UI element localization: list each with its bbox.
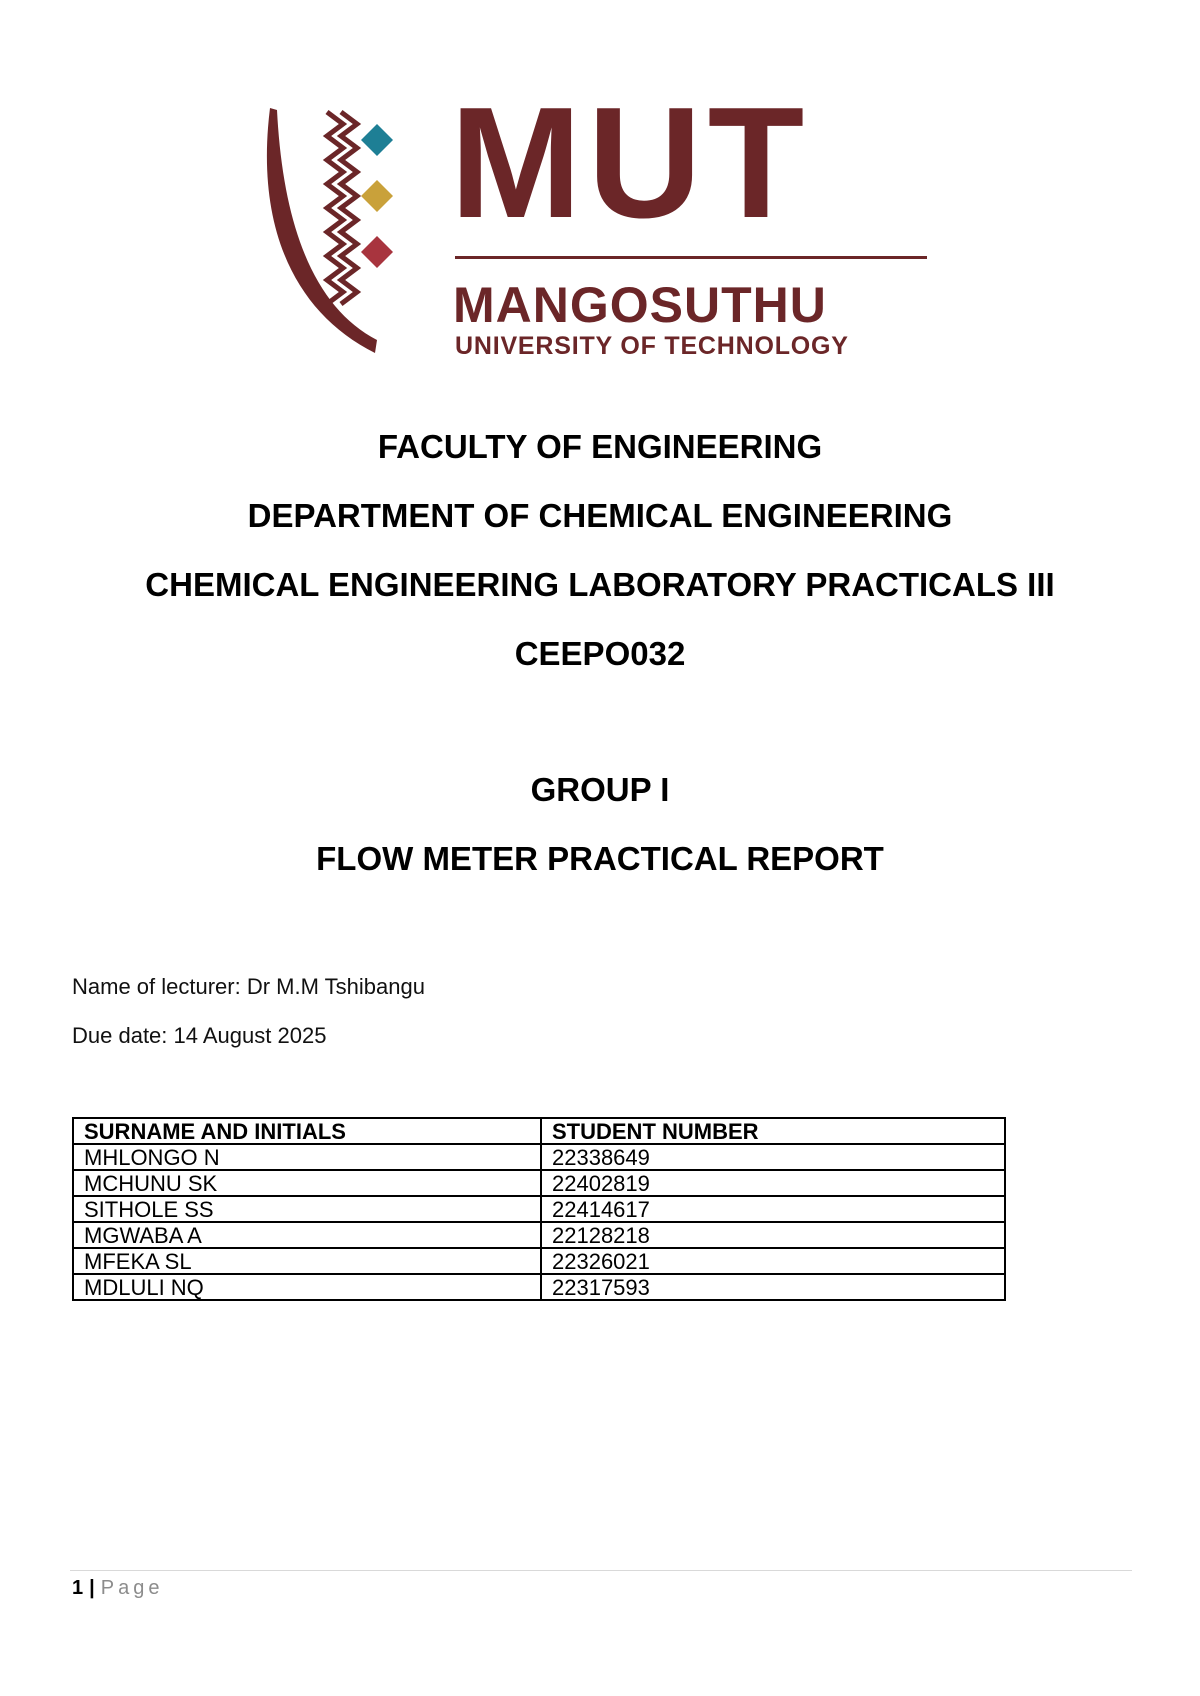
footer-divider (70, 1570, 1132, 1571)
page-footer (72, 1578, 163, 1598)
logo-abbreviation: MUT (450, 75, 811, 251)
gold-diamond-icon (361, 180, 393, 212)
table-row (73, 1144, 1005, 1170)
logo-emblem-icon (265, 108, 405, 358)
red-diamond-icon (361, 236, 393, 268)
footer-separator: | (89, 1577, 95, 1599)
student-name-cell: SITHOLE SS (73, 1196, 541, 1222)
student-number-cell: 22317593 (541, 1274, 1005, 1300)
course-code-heading: CEEPO032 (514, 635, 686, 672)
table-row (73, 1274, 1005, 1300)
table-header-row (73, 1118, 1005, 1144)
department-heading: DEPARTMENT OF CHEMICAL ENGINEERING (247, 497, 953, 534)
student-number-cell: 22414617 (541, 1196, 1005, 1222)
student-name-cell: MCHUNU SK (73, 1170, 541, 1196)
table-row (73, 1222, 1005, 1248)
table-row (73, 1170, 1005, 1196)
group-heading: GROUP I (530, 771, 670, 808)
student-name-cell: MHLONGO N (73, 1144, 541, 1170)
logo-divider (455, 256, 927, 259)
page-number: 1 (72, 1577, 84, 1599)
page-label: Page (100, 1577, 164, 1599)
due-date-line: Due date: 14 August 2025 (72, 1023, 327, 1048)
student-name-cell: MGWABA A (73, 1222, 541, 1248)
student-number-cell: 22338649 (541, 1144, 1005, 1170)
student-table (72, 1117, 1006, 1301)
lecturer-line: Name of lecturer: Dr M.M Tshibangu (72, 974, 425, 999)
student-name-cell: MDLULI NQ (73, 1274, 541, 1300)
logo-name: MANGOSUTHU (453, 277, 827, 333)
faculty-heading: FACULTY OF ENGINEERING (377, 428, 823, 465)
table-row (73, 1248, 1005, 1274)
logo-subtitle: UNIVERSITY OF TECHNOLOGY (455, 332, 849, 360)
surname-column-header: SURNAME AND INITIALS (73, 1118, 541, 1144)
teal-diamond-icon (361, 124, 393, 156)
student-number-cell: 22402819 (541, 1170, 1005, 1196)
table-row (73, 1196, 1005, 1222)
university-logo (265, 75, 945, 370)
student-number-cell: 22128218 (541, 1222, 1005, 1248)
student-name-cell: MFEKA SL (73, 1248, 541, 1274)
student-number-column-header: STUDENT NUMBER (541, 1118, 1005, 1144)
course-heading: CHEMICAL ENGINEERING LABORATORY PRACTICALS III (145, 566, 1055, 603)
student-number-cell: 22326021 (541, 1248, 1005, 1274)
report-title: FLOW METER PRACTICAL REPORT (316, 840, 884, 877)
